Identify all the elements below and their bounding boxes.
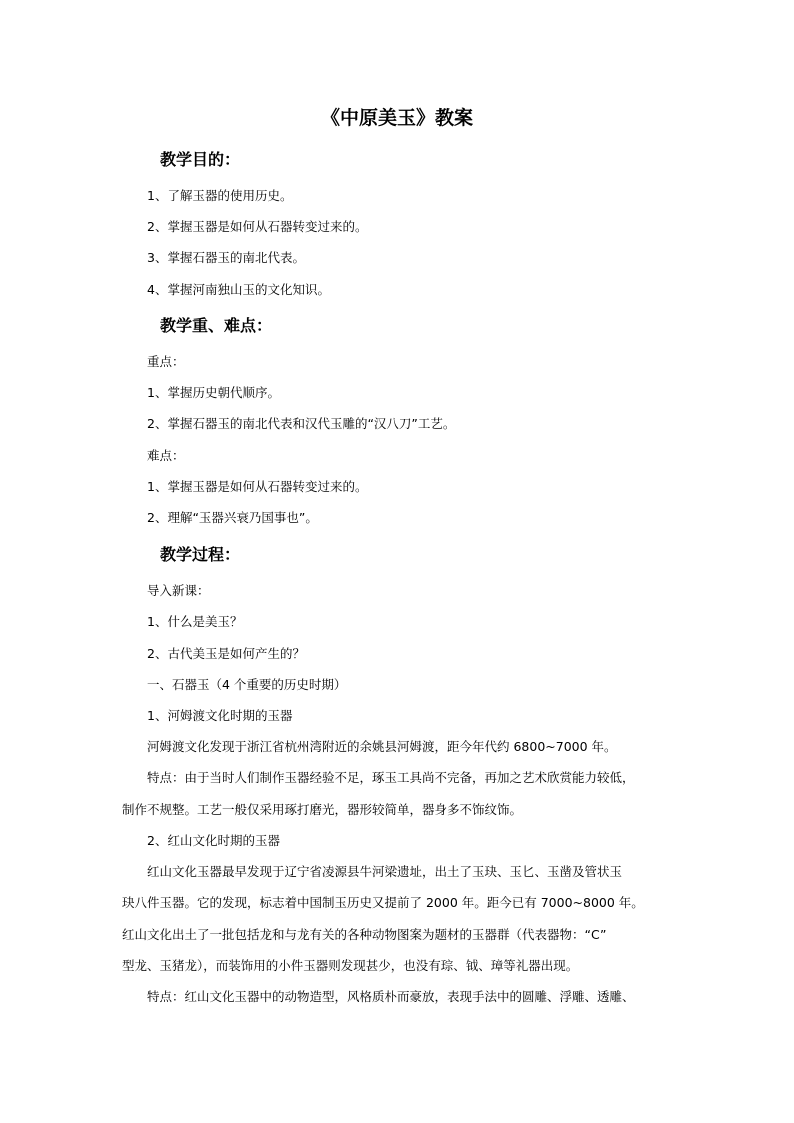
objective-item-4: 4、掌握河南独山玉的文化知识。 (147, 282, 330, 297)
intro-item-2: 2、古代美玉是如何产生的？ (147, 646, 305, 661)
hongshan-line-1: 红山文化玉器最早发现于辽宁省凌源县牛河梁遗址，出土了玉玦、玉匕、玉凿及管状玉 (147, 864, 623, 879)
process-heading: 教学过程： (160, 545, 241, 564)
hongshan-line-5: 特点：红山文化玉器中的动物造型，风格质朴而豪放，表现手法中的圆雕、浮雕、透雕、 (147, 989, 635, 1004)
hemudu-title: 1、河姆渡文化时期的玉器 (147, 708, 293, 723)
hongshan-title: 2、红山文化时期的玉器 (147, 833, 280, 848)
hemudu-line-3: 制作不规整。工艺一般仅采用琢打磨光，器形较简单，器身多不饰纹饰。 (122, 802, 523, 817)
objectives-heading: 教学目的： (160, 150, 241, 169)
key-label: 重点： (147, 354, 185, 369)
key-item-1: 1、掌握历史朝代顺序。 (147, 385, 280, 400)
part1-title: 一、石器玉（4 个重要的历史时期） (147, 677, 347, 692)
hemudu-line-2: 特点：由于当时人们制作玉器经验不足，琢玉工具尚不完备，再加之艺术欣赏能力较低， (147, 770, 635, 785)
difficult-label: 难点： (147, 448, 185, 463)
difficult-item-2: 2、理解“玉器兴衰乃国事也”。 (147, 510, 318, 525)
intro-label: 导入新课： (147, 583, 210, 598)
hongshan-line-4: 型龙、玉猪龙），而装饰用的小件玉器则发现甚少，也没有琮、钺、璋等礼器出现。 (122, 958, 579, 973)
intro-item-1: 1、什么是美玉？ (147, 614, 243, 629)
hemudu-line-1: 河姆渡文化发现于浙江省杭州湾附近的余姚县河姆渡，距今年代约 6800~7000 年。 (147, 739, 617, 754)
document-title: 《中原美玉》教案 (320, 107, 473, 129)
hongshan-line-2: 玦八件玉器。它的发现，标志着中国制玉历史又提前了 2000 年。距今已有 7000~8000 年。 (122, 895, 644, 910)
objective-item-2: 2、掌握玉器是如何从石器转变过来的。 (147, 219, 368, 234)
objective-item-3: 3、掌握石器玉的南北代表。 (147, 250, 305, 265)
key-points-heading: 教学重、难点： (160, 316, 273, 335)
difficult-item-1: 1、掌握玉器是如何从石器转变过来的。 (147, 479, 368, 494)
hongshan-line-3: 红山文化出土了一批包括龙和与龙有关的各种动物图案为题材的玉器群（代表器物：“C” (122, 927, 607, 942)
objective-item-1: 1、了解玉器的使用历史。 (147, 188, 293, 203)
key-item-2: 2、掌握石器玉的南北代表和汉代玉雕的“汉八刀”工艺。 (147, 416, 456, 431)
